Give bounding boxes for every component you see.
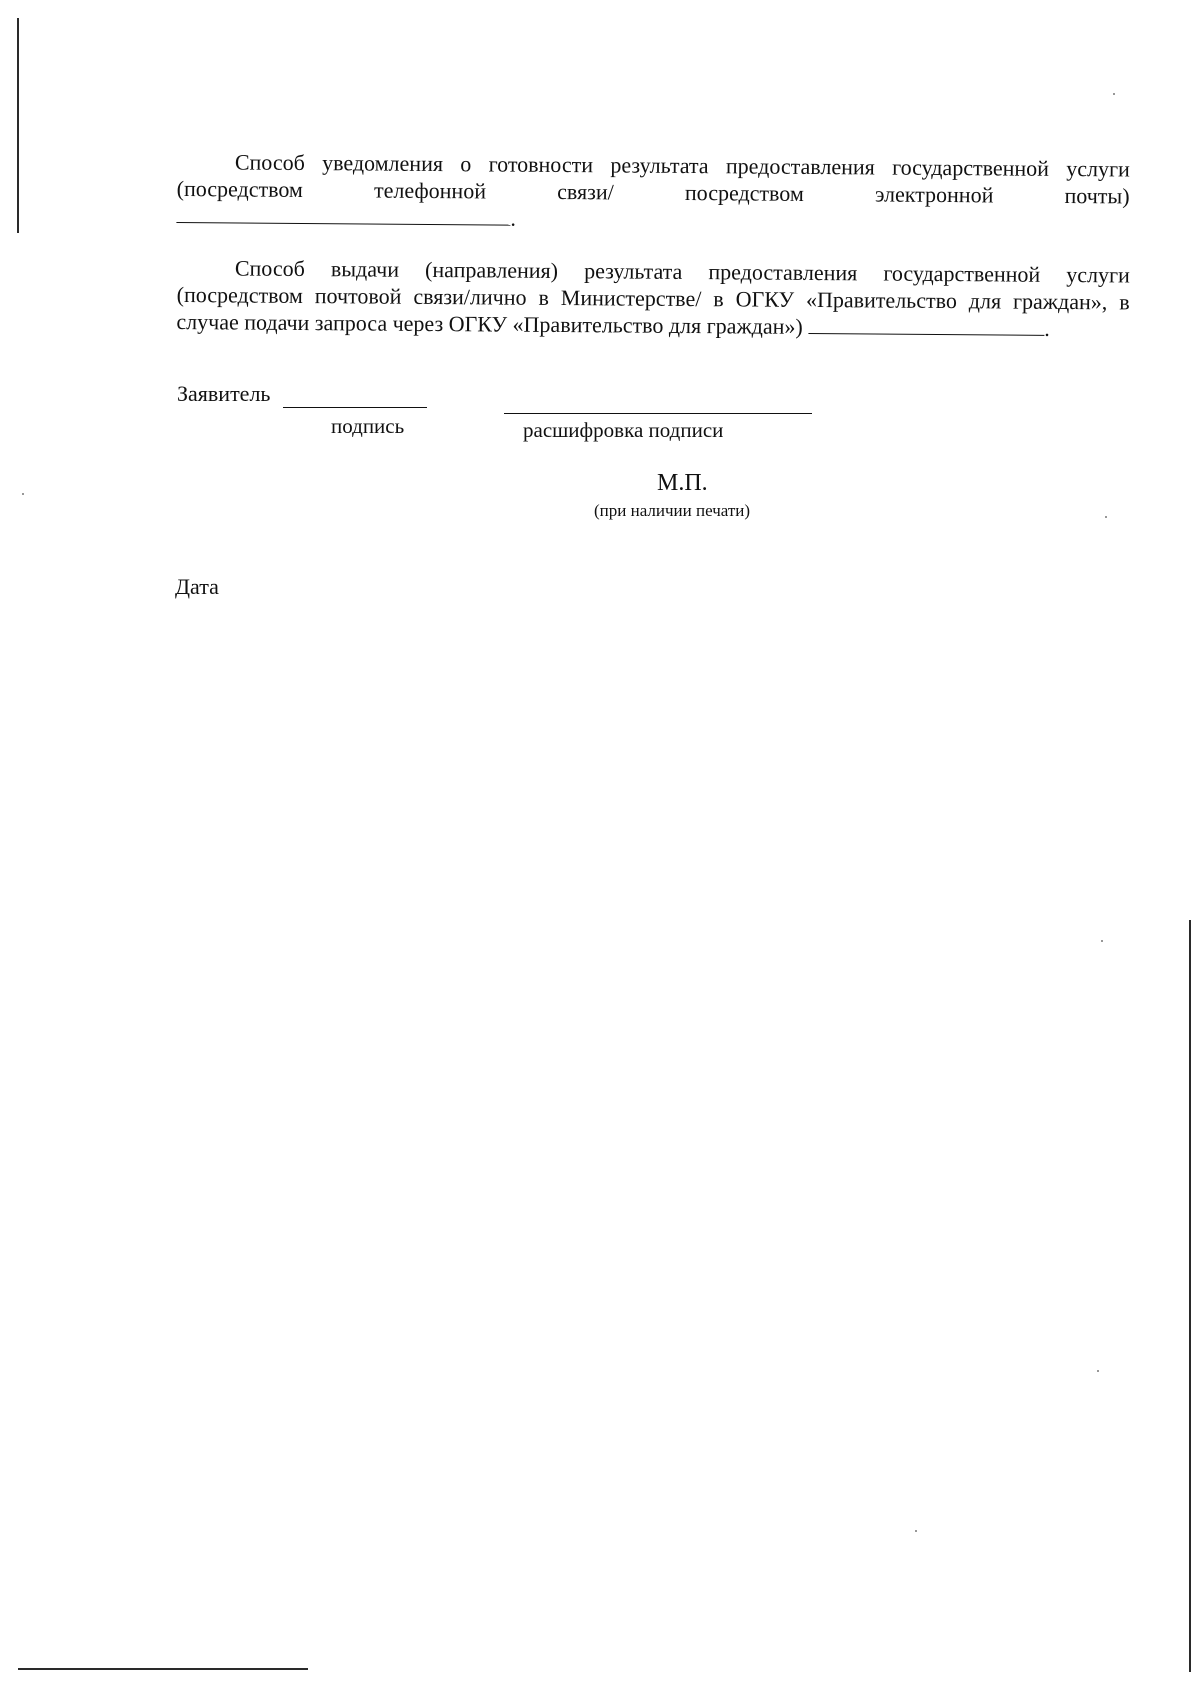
signature-decoding-line[interactable] <box>504 413 812 414</box>
stamp-label: М.П. <box>657 470 708 496</box>
scan-edge-left <box>17 18 19 233</box>
notification-word: почты) <box>1064 182 1130 209</box>
signature-line[interactable] <box>283 407 427 408</box>
scan-speck <box>1101 940 1103 942</box>
scan-speck <box>1105 516 1107 518</box>
notification-word: (посредством <box>176 175 303 202</box>
scan-edge-right <box>1189 920 1191 1672</box>
date-label: Дата <box>175 574 219 599</box>
signature-caption: подпись <box>331 414 405 438</box>
notification-word: посредством <box>684 179 804 206</box>
scan-edge-bottom <box>18 1668 308 1670</box>
delivery-text: Способ выдачи (направления) результата предоставления государственной услуги (посредством почтовой связи/лично в Министерстве/ в ОГКУ «Правительство для граждан», в случае подачи запроса через ОГКУ «Правительство для граждан») <box>176 255 1130 339</box>
notification-word: электронной <box>874 181 994 208</box>
notification-blank-line[interactable] <box>176 202 510 226</box>
notification-word: связи/ <box>557 178 614 205</box>
scan-speck <box>1097 1370 1099 1372</box>
signature-decoding-caption: расшифровка подписи <box>523 418 724 442</box>
delivery-method-paragraph <box>176 254 1130 342</box>
delivery-blank-line[interactable] <box>808 315 1044 336</box>
scan-speck <box>915 1530 917 1532</box>
applicant-label: Заявитель <box>177 381 271 406</box>
notification-line-1: Способ уведомления о готовности результата предоставления государственной услуги <box>234 149 1130 182</box>
notification-word: телефонной <box>373 177 487 204</box>
delivery-end-period: . <box>1044 315 1050 341</box>
notification-end-period: . <box>510 205 517 231</box>
stamp-note: (при наличии печати) <box>594 501 751 520</box>
scan-speck <box>22 493 24 495</box>
delivery-text-block <box>176 254 1130 342</box>
scan-speck <box>1113 93 1115 95</box>
notification-method-paragraph <box>176 148 1130 236</box>
